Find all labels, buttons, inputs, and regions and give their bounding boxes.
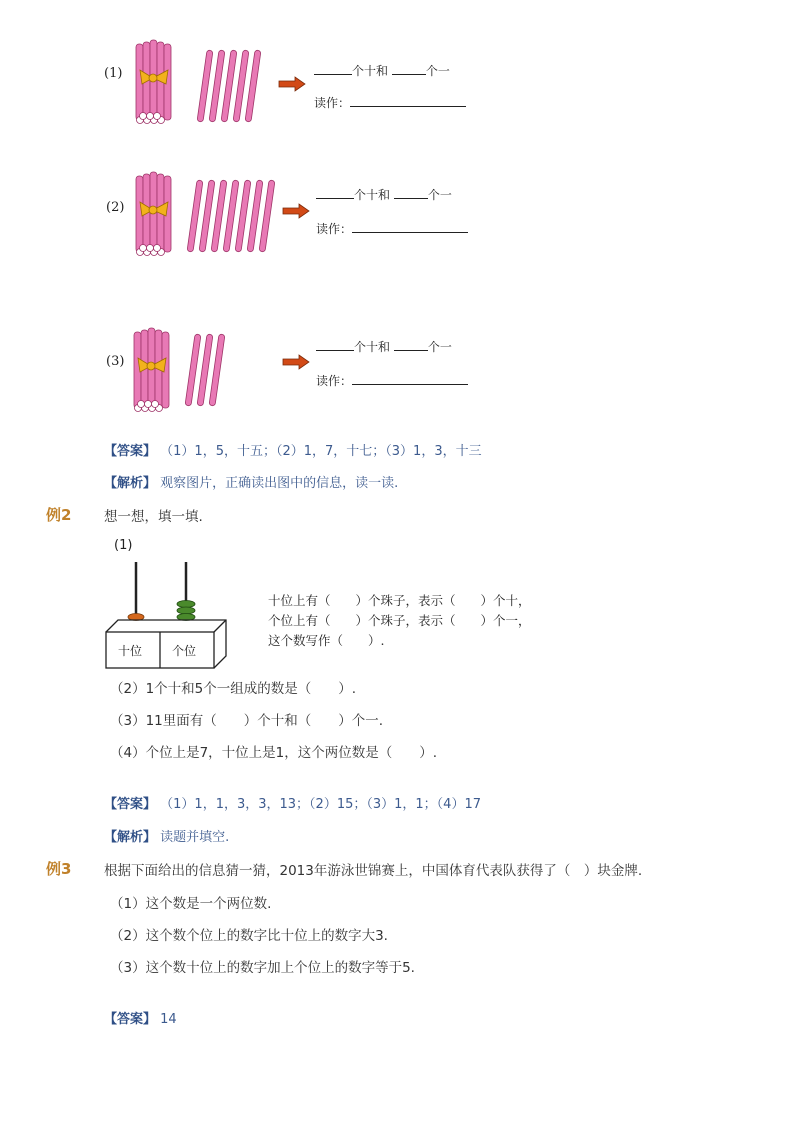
abacus-questions xyxy=(268,591,531,651)
example-3-c2: （2）这个数个位上的数字比十位上的数字大3. xyxy=(110,928,388,944)
answer-tag: 【答案】 xyxy=(104,444,157,459)
example-2-sub1-label: (1) xyxy=(114,538,133,553)
blank[interactable] xyxy=(392,60,426,75)
example-2-answer xyxy=(104,793,481,812)
blank[interactable] xyxy=(316,184,354,199)
example-2-title: 想一想，填一填. xyxy=(104,509,203,525)
arrow-icon xyxy=(278,76,306,92)
blank[interactable] xyxy=(314,60,352,75)
single-sticks xyxy=(197,50,261,122)
tens-text: 个十和 xyxy=(352,64,389,78)
example-2-label: 例2 xyxy=(46,506,72,524)
abacus-question-line: 个位上有（ ）个珠子，表示（ ）个一， xyxy=(268,613,531,628)
abacus-question-line: 这个数写作（ ）. xyxy=(268,633,385,648)
item-2-tens-ones-line xyxy=(316,184,452,203)
bundle-of-ten xyxy=(136,40,171,124)
example-2-q2: （2）1个十和5个一组成的数是（ ）. xyxy=(110,681,357,697)
item-3-sticks-image xyxy=(128,326,238,416)
blank[interactable] xyxy=(352,218,468,233)
item-3-label: (3) xyxy=(106,354,125,369)
item-1-read-line xyxy=(314,92,466,111)
ones-text: 个一 xyxy=(427,340,452,354)
answer-tag: 【答案】 xyxy=(104,797,157,812)
abacus-ones-label: 个位 xyxy=(172,644,197,658)
blank[interactable] xyxy=(394,336,428,351)
example-3-answer xyxy=(104,1008,177,1027)
answer-text: （1）1，1，3，3，13；（2）15；（3）1，1；（4）17 xyxy=(160,797,481,812)
section1-answer xyxy=(104,440,482,459)
blank[interactable] xyxy=(394,184,428,199)
read-label: 读作： xyxy=(314,96,351,110)
example-3-label: 例3 xyxy=(46,860,72,878)
tens-text: 个十和 xyxy=(354,188,391,202)
arrow-icon xyxy=(282,354,310,370)
item-2-read-line xyxy=(316,218,468,237)
tens-text: 个十和 xyxy=(354,340,391,354)
answer-text: （1）1，5，十五；（2）1，7，十七；（3）1，3，十三 xyxy=(160,444,482,459)
item-2-sticks-image xyxy=(130,170,280,260)
single-sticks xyxy=(187,180,275,252)
example-3-c1: （1）这个数是一个两位数. xyxy=(110,896,272,912)
arrow-icon xyxy=(282,203,310,219)
abacus-question-line: 十位上有（ ）个珠子，表示（ ）个十， xyxy=(268,593,531,608)
blank[interactable] xyxy=(316,336,354,351)
ones-text: 个一 xyxy=(427,188,452,202)
bundle-of-ten xyxy=(136,172,171,256)
analysis-tag: 【解析】 xyxy=(104,830,157,845)
item-3-tens-ones-line xyxy=(316,336,452,355)
read-label: 读作： xyxy=(316,374,353,388)
abacus-tens-label: 十位 xyxy=(118,644,143,658)
item-2-label: (2) xyxy=(106,200,125,215)
analysis-text: 观察图片，正确读出图中的信息，读一读. xyxy=(160,476,399,491)
example-2-q3: （3）11里面有（ ）个十和（ ）个一. xyxy=(110,713,384,729)
blank[interactable] xyxy=(350,92,466,107)
answer-text: 14 xyxy=(160,1012,177,1027)
item-3-read-line xyxy=(316,370,468,389)
example-3-title: 根据下面给出的信息猜一猜，2013年游泳世锦赛上，中国体育代表队获得了（ ）块金牌. xyxy=(104,863,643,879)
single-sticks xyxy=(185,334,225,406)
analysis-text: 读题并填空. xyxy=(160,830,230,845)
analysis-tag: 【解析】 xyxy=(104,476,157,491)
answer-tag: 【答案】 xyxy=(104,1012,157,1027)
example-2-analysis xyxy=(104,826,229,845)
item-1-sticks-image xyxy=(130,38,270,128)
item-1-tens-ones-line xyxy=(314,60,450,79)
example-2-q4: （4）个位上是7，十位上是1，这个两位数是（ ）. xyxy=(110,745,438,761)
item-1-label: (1) xyxy=(104,66,123,81)
bundle-of-ten xyxy=(134,328,169,412)
ones-text: 个一 xyxy=(425,64,450,78)
ones-beads xyxy=(177,601,195,621)
section1-analysis xyxy=(104,472,398,491)
blank[interactable] xyxy=(352,370,468,385)
example-3-c3: （3）这个数十位上的数字加上个位上的数字等于5. xyxy=(110,960,415,976)
read-label: 读作： xyxy=(316,222,353,236)
